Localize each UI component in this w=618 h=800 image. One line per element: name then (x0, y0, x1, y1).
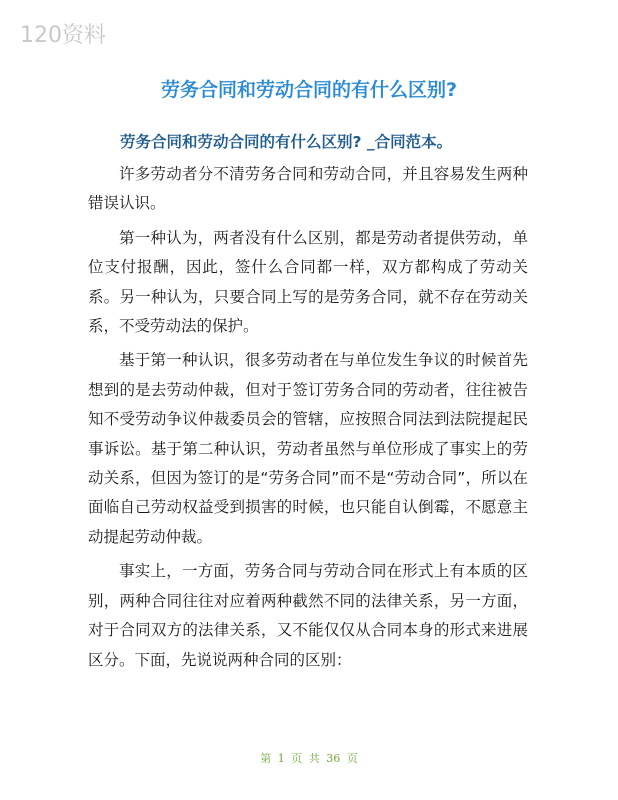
watermark: 120资料 (20, 23, 106, 48)
paragraph: 第一种认为，两者没有什么区别，都是劳动者提供劳动，单位支付报酬，因此，签什么合同都一样，双方都构成了劳动关系。另一种认为，只要合同上写的是劳务合同，就不存在劳动关系，不受劳动法的保护。 (88, 228, 528, 336)
page-footer: 第 1 页 共 36 页 (260, 752, 358, 765)
paragraph: 基于第一种认识，很多劳动者在与单位发生争议的时候首先想到的是去劳动仲裁，但对于签订劳务合同的劳动者，往往被告知不受劳动争议仲裁委员会的管辖，应按照合同法到法院提起民事诉讼。基于第二种认识，劳动者虽然与单位形成了事实上的劳动关系，但因为签订的是“劳务合同”而不是“劳动合同”，所以在面临自己劳动权益受到损害的时候，也只能自认倒霉，不愿意主动提起劳动仲裁。 (88, 351, 528, 546)
document-subtitle: 劳务合同和劳动合同的有什么区别? _合同范本。 (120, 133, 453, 151)
document-title: 劳务合同和劳动合同的有什么区别? (160, 79, 458, 101)
paragraph: 许多劳动者分不清劳务合同和劳动合同，并且容易发生两种错误认识。 (88, 165, 528, 213)
document-body (88, 160, 528, 680)
paragraph: 事实上，一方面，劳务合同与劳动合同在形式上有本质的区别，两种合同往往对应着两种截然不同的法律关系，另一方面，对于合同双方的法律关系，又不能仅仅从合同本身的形式来进展区分。下面，先说说两种合同的区别： (88, 562, 528, 669)
